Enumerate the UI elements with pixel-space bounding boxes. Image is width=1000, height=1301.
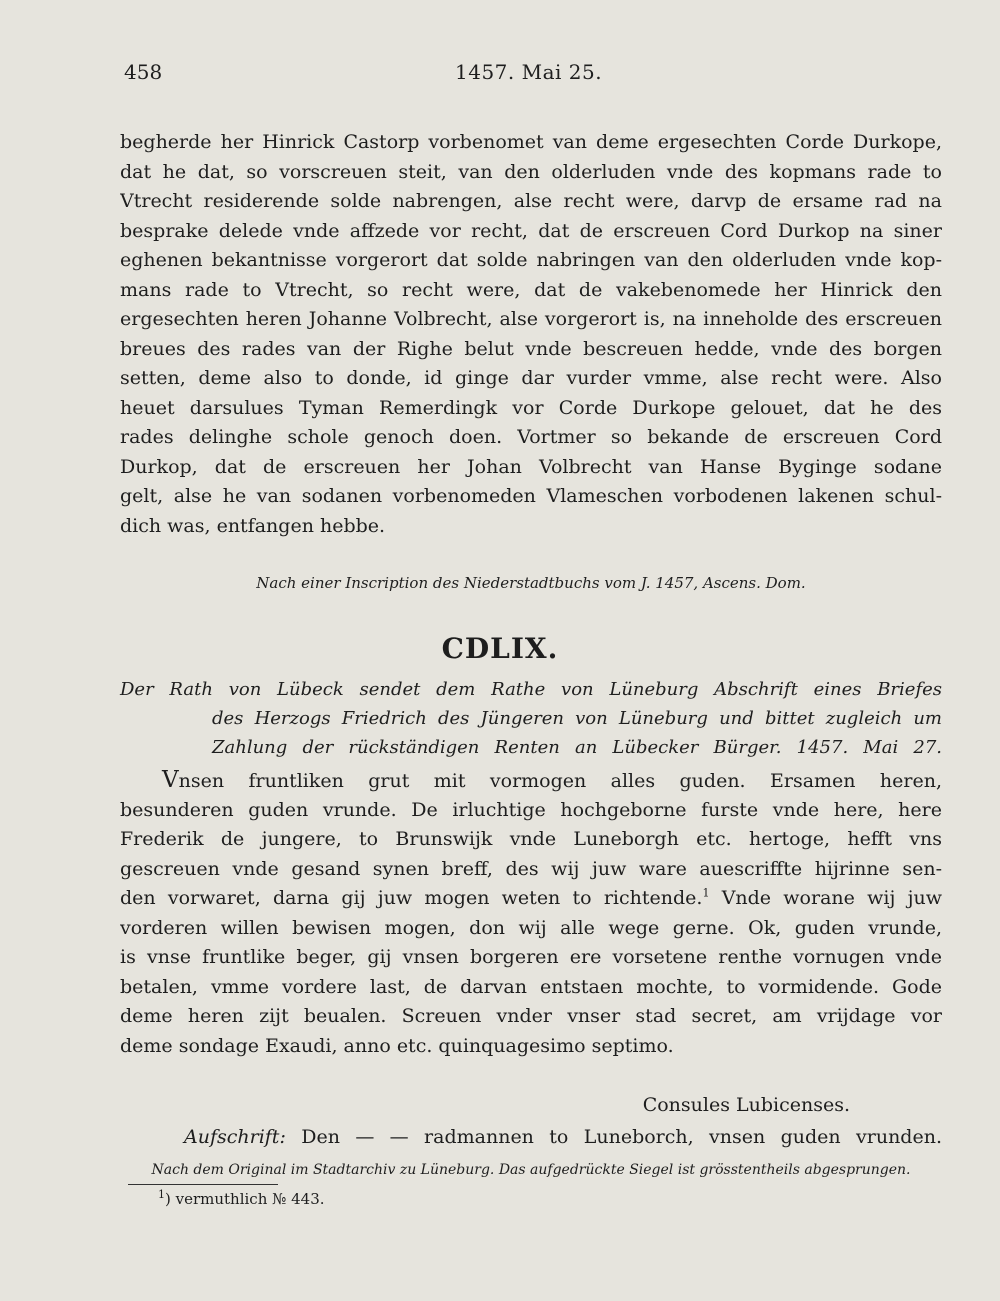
- source-note: Nach dem Original im Stadtarchiv zu Lüneburg. Das aufgedrückte Siegel ist grösstentheils abgesprungen.: [151, 1162, 911, 1178]
- text-line: begherde her Hinrick Castorp vorbenomet van deme ergesechten Corde Durkope,: [120, 131, 942, 153]
- address-text: Den — — radmannen to Luneborch, vnsen guden vrunden.: [301, 1126, 942, 1148]
- source-note: Nach einer Inscription des Niederstadtbuchs vom J. 1457, Ascens. Dom.: [256, 574, 806, 592]
- text-line: [120, 1123, 942, 1153]
- text-line: dat he dat, so vorscreuen steit, van den olderluden vnde des kopmans rade to: [120, 160, 942, 183]
- text-line: Frederik de jungere, to Brunswijk vnde Luneborgh etc. hertoge, hefft vns: [120, 828, 942, 850]
- section-number: CDLIX.: [441, 632, 559, 665]
- continued-text: [120, 128, 942, 541]
- footnote-mark: 1: [158, 1188, 165, 1201]
- text-line: deme heren zijt beualen. Screuen vnder vnser stad secret, am vrijdage vor: [120, 1005, 942, 1027]
- text-line: Durkop, dat de erscreuen her Johan Volbrecht van Hanse Byginge sodane: [120, 455, 942, 478]
- text-line: rades delinghe schole genoch doen. Vortmer so bekande de erscreuen Cord: [120, 426, 942, 448]
- text-line: breues des rades van der Righe belut vnde bescreuen hedde, vnde des borgen: [120, 337, 942, 360]
- text-line: mans rade to Vtrecht, so recht were, dat de vakebenomede her Hinrick den: [120, 278, 942, 301]
- regest-line: Der Rath von Lübeck sendet dem Rathe von Lüneburg Abschrift eines Briefes: [120, 679, 942, 700]
- running-head: 1457. Mai 25.: [455, 60, 603, 84]
- text-line: ergesechten heren Johanne Volbrecht, alse vorgerort is, na inneholde des erscreuen: [120, 308, 942, 330]
- text-line: [120, 766, 942, 796]
- text-line: [120, 884, 942, 914]
- text-line: is vnse fruntlike beger, gij vnsen borgeren ere vorsetene renthe vornugen vnde: [120, 946, 942, 968]
- text-segment: Vnde worane wij juw: [709, 887, 942, 909]
- text-line: gelt, alse he van sodanen vorbenomeden Vlameschen vorbodenen lakenen schul-: [120, 485, 942, 507]
- regest-line: Zahlung der rückständigen Renten an Lübecker Bürger. 1457. Mai 27.: [212, 737, 942, 758]
- text-line: besunderen guden vrunde. De irluchtige hochgeborne furste vnde here, here: [120, 798, 942, 821]
- text-line: setten, deme also to donde, id ginge dar vurder vmme, alse recht were. Also: [120, 367, 942, 389]
- text-line: gescreuen vnde gesand synen breff, des wij juw ware auescriffte hijrinne sen-: [120, 857, 942, 880]
- regest-summary: [120, 675, 942, 762]
- text-line: besprake delede vnde affzede vor recht, dat de erscreuen Cord Durkop na siner: [120, 219, 942, 242]
- text-line: betalen, vmme vordere last, de darvan entstaen mochte, to vormidende. Gode: [120, 975, 942, 998]
- regest-line: des Herzogs Friedrich des Jüngeren von Lüneburg und bittet zugleich um: [212, 708, 942, 729]
- signature: Consules Lubicenses.: [642, 1094, 850, 1116]
- footnote: [158, 1190, 325, 1208]
- page-number: 458: [124, 60, 163, 84]
- text-line: deme sondage Exaudi, anno etc. quinquagesimo septimo.: [120, 1034, 674, 1057]
- drop-cap-wrap: [120, 767, 942, 793]
- text-segment: nsen fruntliken grut mit vormogen alles guden. Ersamen heren,: [178, 770, 942, 792]
- page-header: [0, 60, 1000, 90]
- letter-text: [120, 766, 942, 1061]
- text-line: vorderen willen bewisen mogen, don wij alle wege gerne. Ok, guden vrunde,: [120, 916, 942, 939]
- address-label: Aufschrift:: [184, 1126, 286, 1148]
- footnote-reference: 1: [702, 886, 710, 900]
- footnote-text: ) vermuthlich № 443.: [165, 1190, 325, 1208]
- text-line: dich was, entfangen hebbe.: [120, 514, 386, 537]
- text-line: heuet darsulues Tyman Remerdingk vor Corde Durkope gelouet, dat he des: [120, 396, 942, 419]
- text-segment: den vorwaret, darna gij juw mogen weten to richtende.: [120, 887, 703, 909]
- footnote-divider: [128, 1184, 278, 1185]
- drop-cap: V: [162, 767, 179, 793]
- text-line: Vtrecht residerende solde nabrengen, alse recht were, darvp de ersame rad na: [120, 190, 942, 212]
- text-line: eghenen bekantnisse vorgerort dat solde nabringen van den olderluden vnde kop-: [120, 249, 942, 271]
- address-line: [120, 1123, 942, 1153]
